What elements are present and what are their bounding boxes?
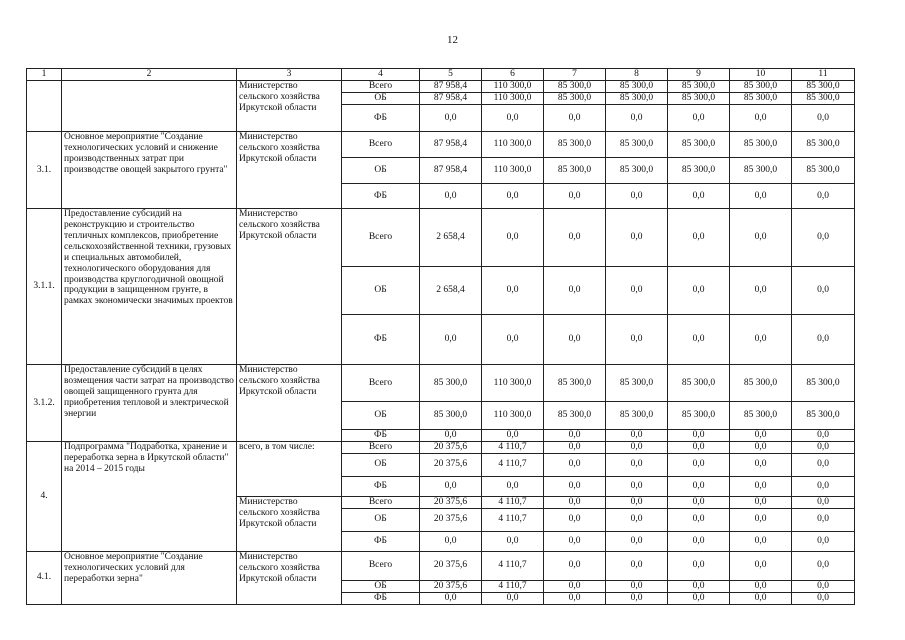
value-cell: 85 300,0 (544, 402, 606, 430)
funding-source: ОБ (342, 402, 420, 430)
value-cell: 0,0 (730, 592, 792, 604)
value-cell: 20 375,6 (420, 551, 482, 580)
value-cell: 0,0 (792, 105, 855, 132)
value-cell: 0,0 (668, 592, 730, 604)
value-cell: 0,0 (792, 267, 855, 315)
value-cell: 85 300,0 (544, 81, 606, 93)
value-cell: 0,0 (482, 105, 544, 132)
value-cell: 85 300,0 (544, 93, 606, 105)
funding-source: ФБ (342, 315, 420, 365)
table-row (27, 441, 855, 453)
col-header: 1 (27, 69, 62, 81)
funding-source: ФБ (342, 184, 420, 209)
value-cell: 0,0 (792, 209, 855, 267)
value-cell: 0,0 (668, 453, 730, 476)
value-cell: 0,0 (606, 531, 668, 551)
value-cell: 4 110,7 (482, 508, 544, 531)
value-cell: 87 958,4 (420, 81, 482, 93)
value-cell: 0,0 (420, 105, 482, 132)
value-cell: 0,0 (482, 531, 544, 551)
value-cell: 20 375,6 (420, 441, 482, 453)
funding-source: ФБ (342, 430, 420, 442)
value-cell: 0,0 (420, 184, 482, 209)
value-cell: 0,0 (606, 441, 668, 453)
value-cell: 0,0 (482, 209, 544, 267)
value-cell: 85 300,0 (544, 132, 606, 158)
value-cell: 2 658,4 (420, 209, 482, 267)
value-cell: 0,0 (730, 441, 792, 453)
value-cell: 0,0 (606, 551, 668, 580)
value-cell: 110 300,0 (482, 93, 544, 105)
activity-name (62, 81, 237, 132)
value-cell: 0,0 (544, 209, 606, 267)
value-cell: 0,0 (792, 441, 855, 453)
funding-source: ФБ (342, 531, 420, 551)
value-cell: 0,0 (792, 551, 855, 580)
value-cell: 0,0 (792, 508, 855, 531)
funding-source: ФБ (342, 105, 420, 132)
value-cell: 0,0 (544, 184, 606, 209)
value-cell: 0,0 (792, 315, 855, 365)
value-cell: 0,0 (730, 496, 792, 508)
value-cell: 85 300,0 (730, 132, 792, 158)
value-cell: 85 300,0 (792, 158, 855, 184)
col-header: 9 (668, 69, 730, 81)
funding-source: ОБ (342, 93, 420, 105)
value-cell: 20 375,6 (420, 508, 482, 531)
value-cell: 0,0 (730, 476, 792, 496)
value-cell: 0,0 (606, 430, 668, 442)
row-number: 4.1. (27, 551, 62, 604)
value-cell: 85 300,0 (420, 402, 482, 430)
value-cell: 0,0 (420, 315, 482, 365)
value-cell: 85 300,0 (792, 93, 855, 105)
value-cell: 0,0 (544, 592, 606, 604)
value-cell: 0,0 (730, 551, 792, 580)
value-cell: 20 375,6 (420, 453, 482, 476)
value-cell: 85 300,0 (730, 365, 792, 402)
value-cell: 0,0 (544, 551, 606, 580)
row-number: 3.1.2. (27, 365, 62, 442)
value-cell: 0,0 (606, 267, 668, 315)
activity-name: Предоставление субсидий в целях возмещения части затрат на производство овощей защищенного грунта для приобретения тепловой и электрической энергии (62, 365, 237, 442)
value-cell: 85 300,0 (730, 402, 792, 430)
activity-name: Предоставление субсидий на реконструкцию и строительство тепличных комплексов, приобретение сельскохозяйственной техники, грузовых и специальных автомобилей, технологического оборудования для производства круглогодичной овощной продукции в защищенном грунте, в рамках экономически значимых проектов (62, 209, 237, 365)
value-cell: 110 300,0 (482, 132, 544, 158)
value-cell: 85 300,0 (668, 81, 730, 93)
value-cell: 0,0 (792, 184, 855, 209)
value-cell: 110 300,0 (482, 402, 544, 430)
responsible-entity: Министерство сельского хозяйства Иркутской области (237, 551, 342, 604)
value-cell: 0,0 (668, 508, 730, 531)
value-cell: 85 300,0 (730, 93, 792, 105)
value-cell: 0,0 (606, 315, 668, 365)
value-cell: 85 300,0 (668, 93, 730, 105)
value-cell: 0,0 (668, 315, 730, 365)
value-cell: 0,0 (606, 508, 668, 531)
value-cell: 85 300,0 (668, 402, 730, 430)
value-cell: 110 300,0 (482, 158, 544, 184)
funding-source: ОБ (342, 158, 420, 184)
value-cell: 2 658,4 (420, 267, 482, 315)
value-cell: 85 300,0 (792, 402, 855, 430)
value-cell: 0,0 (606, 453, 668, 476)
value-cell: 0,0 (420, 531, 482, 551)
page-number: 12 (447, 34, 458, 46)
value-cell: 0,0 (730, 430, 792, 442)
value-cell: 20 375,6 (420, 496, 482, 508)
value-cell: 0,0 (544, 315, 606, 365)
activity-name: Основное мероприятие "Создание технологических условий для переработки зерна" (62, 551, 237, 604)
table-row (27, 209, 855, 267)
budget-table (26, 68, 855, 605)
col-header: 7 (544, 69, 606, 81)
value-cell: 0,0 (668, 496, 730, 508)
value-cell: 85 300,0 (792, 365, 855, 402)
row-number: 4. (27, 441, 62, 551)
value-cell: 0,0 (668, 430, 730, 442)
value-cell: 0,0 (730, 453, 792, 476)
col-header: 3 (237, 69, 342, 81)
funding-source: Всего (342, 551, 420, 580)
value-cell: 0,0 (730, 531, 792, 551)
col-header: 6 (482, 69, 544, 81)
value-cell: 85 300,0 (668, 132, 730, 158)
value-cell: 0,0 (544, 105, 606, 132)
table-row (27, 81, 855, 93)
value-cell: 4 110,7 (482, 580, 544, 592)
value-cell: 0,0 (668, 531, 730, 551)
value-cell: 85 300,0 (606, 132, 668, 158)
responsible-entity: Министерство сельского хозяйства Иркутской области (237, 365, 342, 442)
value-cell: 85 300,0 (606, 402, 668, 430)
col-header: 10 (730, 69, 792, 81)
funding-source: Всего (342, 365, 420, 402)
funding-source: Всего (342, 81, 420, 93)
value-cell: 0,0 (792, 496, 855, 508)
col-header: 4 (342, 69, 420, 81)
value-cell: 0,0 (730, 580, 792, 592)
value-cell: 0,0 (730, 508, 792, 531)
value-cell: 0,0 (606, 209, 668, 267)
value-cell: 4 110,7 (482, 441, 544, 453)
row-number: 3.1.1. (27, 209, 62, 365)
value-cell: 85 300,0 (544, 365, 606, 402)
value-cell: 0,0 (606, 496, 668, 508)
value-cell: 0,0 (668, 476, 730, 496)
table-row (27, 551, 855, 580)
value-cell: 85 300,0 (668, 365, 730, 402)
responsible-entity: Министерство сельского хозяйства Иркутской области (237, 496, 342, 551)
value-cell: 85 300,0 (544, 158, 606, 184)
value-cell: 85 300,0 (606, 158, 668, 184)
value-cell: 0,0 (792, 430, 855, 442)
value-cell: 20 375,6 (420, 580, 482, 592)
table-row (27, 132, 855, 158)
value-cell: 87 958,4 (420, 132, 482, 158)
responsible-entity: Министерство сельского хозяйства Иркутской области (237, 132, 342, 209)
value-cell: 0,0 (668, 267, 730, 315)
funding-source: Всего (342, 132, 420, 158)
value-cell: 0,0 (606, 105, 668, 132)
value-cell: 0,0 (544, 453, 606, 476)
value-cell: 0,0 (668, 551, 730, 580)
value-cell: 0,0 (482, 592, 544, 604)
value-cell: 0,0 (606, 184, 668, 209)
funding-source: Всего (342, 209, 420, 267)
value-cell: 0,0 (792, 531, 855, 551)
value-cell: 0,0 (792, 453, 855, 476)
value-cell: 0,0 (544, 531, 606, 551)
value-cell: 85 300,0 (730, 81, 792, 93)
value-cell: 4 110,7 (482, 453, 544, 476)
value-cell: 0,0 (482, 430, 544, 442)
value-cell: 85 300,0 (606, 365, 668, 402)
value-cell: 0,0 (420, 476, 482, 496)
value-cell: 0,0 (544, 430, 606, 442)
funding-source: ФБ (342, 476, 420, 496)
value-cell: 0,0 (482, 476, 544, 496)
value-cell: 0,0 (544, 580, 606, 592)
funding-source: Всего (342, 496, 420, 508)
value-cell: 87 958,4 (420, 93, 482, 105)
value-cell: 0,0 (668, 209, 730, 267)
value-cell: 0,0 (668, 580, 730, 592)
value-cell: 0,0 (544, 476, 606, 496)
value-cell: 85 300,0 (792, 81, 855, 93)
activity-name: Подпрограмма "Подработка, хранение и переработка зерна в Иркутской области" на 2014 – 2015 годы (62, 441, 237, 551)
activity-name: Основное мероприятие "Создание технологических условий и снижение производственных затрат при производстве овощей закрытого грунта" (62, 132, 237, 209)
value-cell: 85 300,0 (420, 365, 482, 402)
table-row (27, 365, 855, 402)
value-cell: 0,0 (792, 580, 855, 592)
funding-source: ОБ (342, 508, 420, 531)
row-number: 3.1. (27, 132, 62, 209)
value-cell: 0,0 (544, 267, 606, 315)
col-header: 8 (606, 69, 668, 81)
value-cell: 4 110,7 (482, 551, 544, 580)
funding-source: ОБ (342, 453, 420, 476)
col-header: 11 (792, 69, 855, 81)
value-cell: 0,0 (606, 476, 668, 496)
responsible-entity: Министерство сельского хозяйства Иркутской области (237, 81, 342, 132)
value-cell: 85 300,0 (606, 81, 668, 93)
col-header: 5 (420, 69, 482, 81)
value-cell: 0,0 (420, 592, 482, 604)
value-cell: 0,0 (730, 209, 792, 267)
value-cell: 85 300,0 (730, 158, 792, 184)
value-cell: 87 958,4 (420, 158, 482, 184)
value-cell: 0,0 (544, 441, 606, 453)
funding-source: ФБ (342, 592, 420, 604)
value-cell: 0,0 (730, 315, 792, 365)
value-cell: 0,0 (792, 592, 855, 604)
value-cell: 0,0 (668, 441, 730, 453)
value-cell: 85 300,0 (668, 158, 730, 184)
header-row (27, 69, 855, 81)
funding-source: Всего (342, 441, 420, 453)
col-header: 2 (62, 69, 237, 81)
value-cell: 0,0 (606, 580, 668, 592)
funding-source: ОБ (342, 580, 420, 592)
value-cell: 0,0 (482, 267, 544, 315)
value-cell: 0,0 (544, 508, 606, 531)
value-cell: 0,0 (730, 184, 792, 209)
value-cell: 4 110,7 (482, 496, 544, 508)
value-cell: 0,0 (544, 496, 606, 508)
value-cell: 0,0 (606, 592, 668, 604)
value-cell: 0,0 (730, 105, 792, 132)
value-cell: 0,0 (792, 476, 855, 496)
row-number (27, 81, 62, 132)
responsible-entity: всего, в том числе: (237, 441, 342, 496)
value-cell: 85 300,0 (606, 93, 668, 105)
value-cell: 0,0 (482, 184, 544, 209)
value-cell: 110 300,0 (482, 365, 544, 402)
value-cell: 85 300,0 (792, 132, 855, 158)
value-cell: 110 300,0 (482, 81, 544, 93)
value-cell: 0,0 (482, 315, 544, 365)
value-cell: 0,0 (730, 267, 792, 315)
value-cell: 0,0 (668, 105, 730, 132)
value-cell: 0,0 (668, 184, 730, 209)
responsible-entity: Министерство сельского хозяйства Иркутской области (237, 209, 342, 365)
value-cell: 0,0 (420, 430, 482, 442)
funding-source: ОБ (342, 267, 420, 315)
